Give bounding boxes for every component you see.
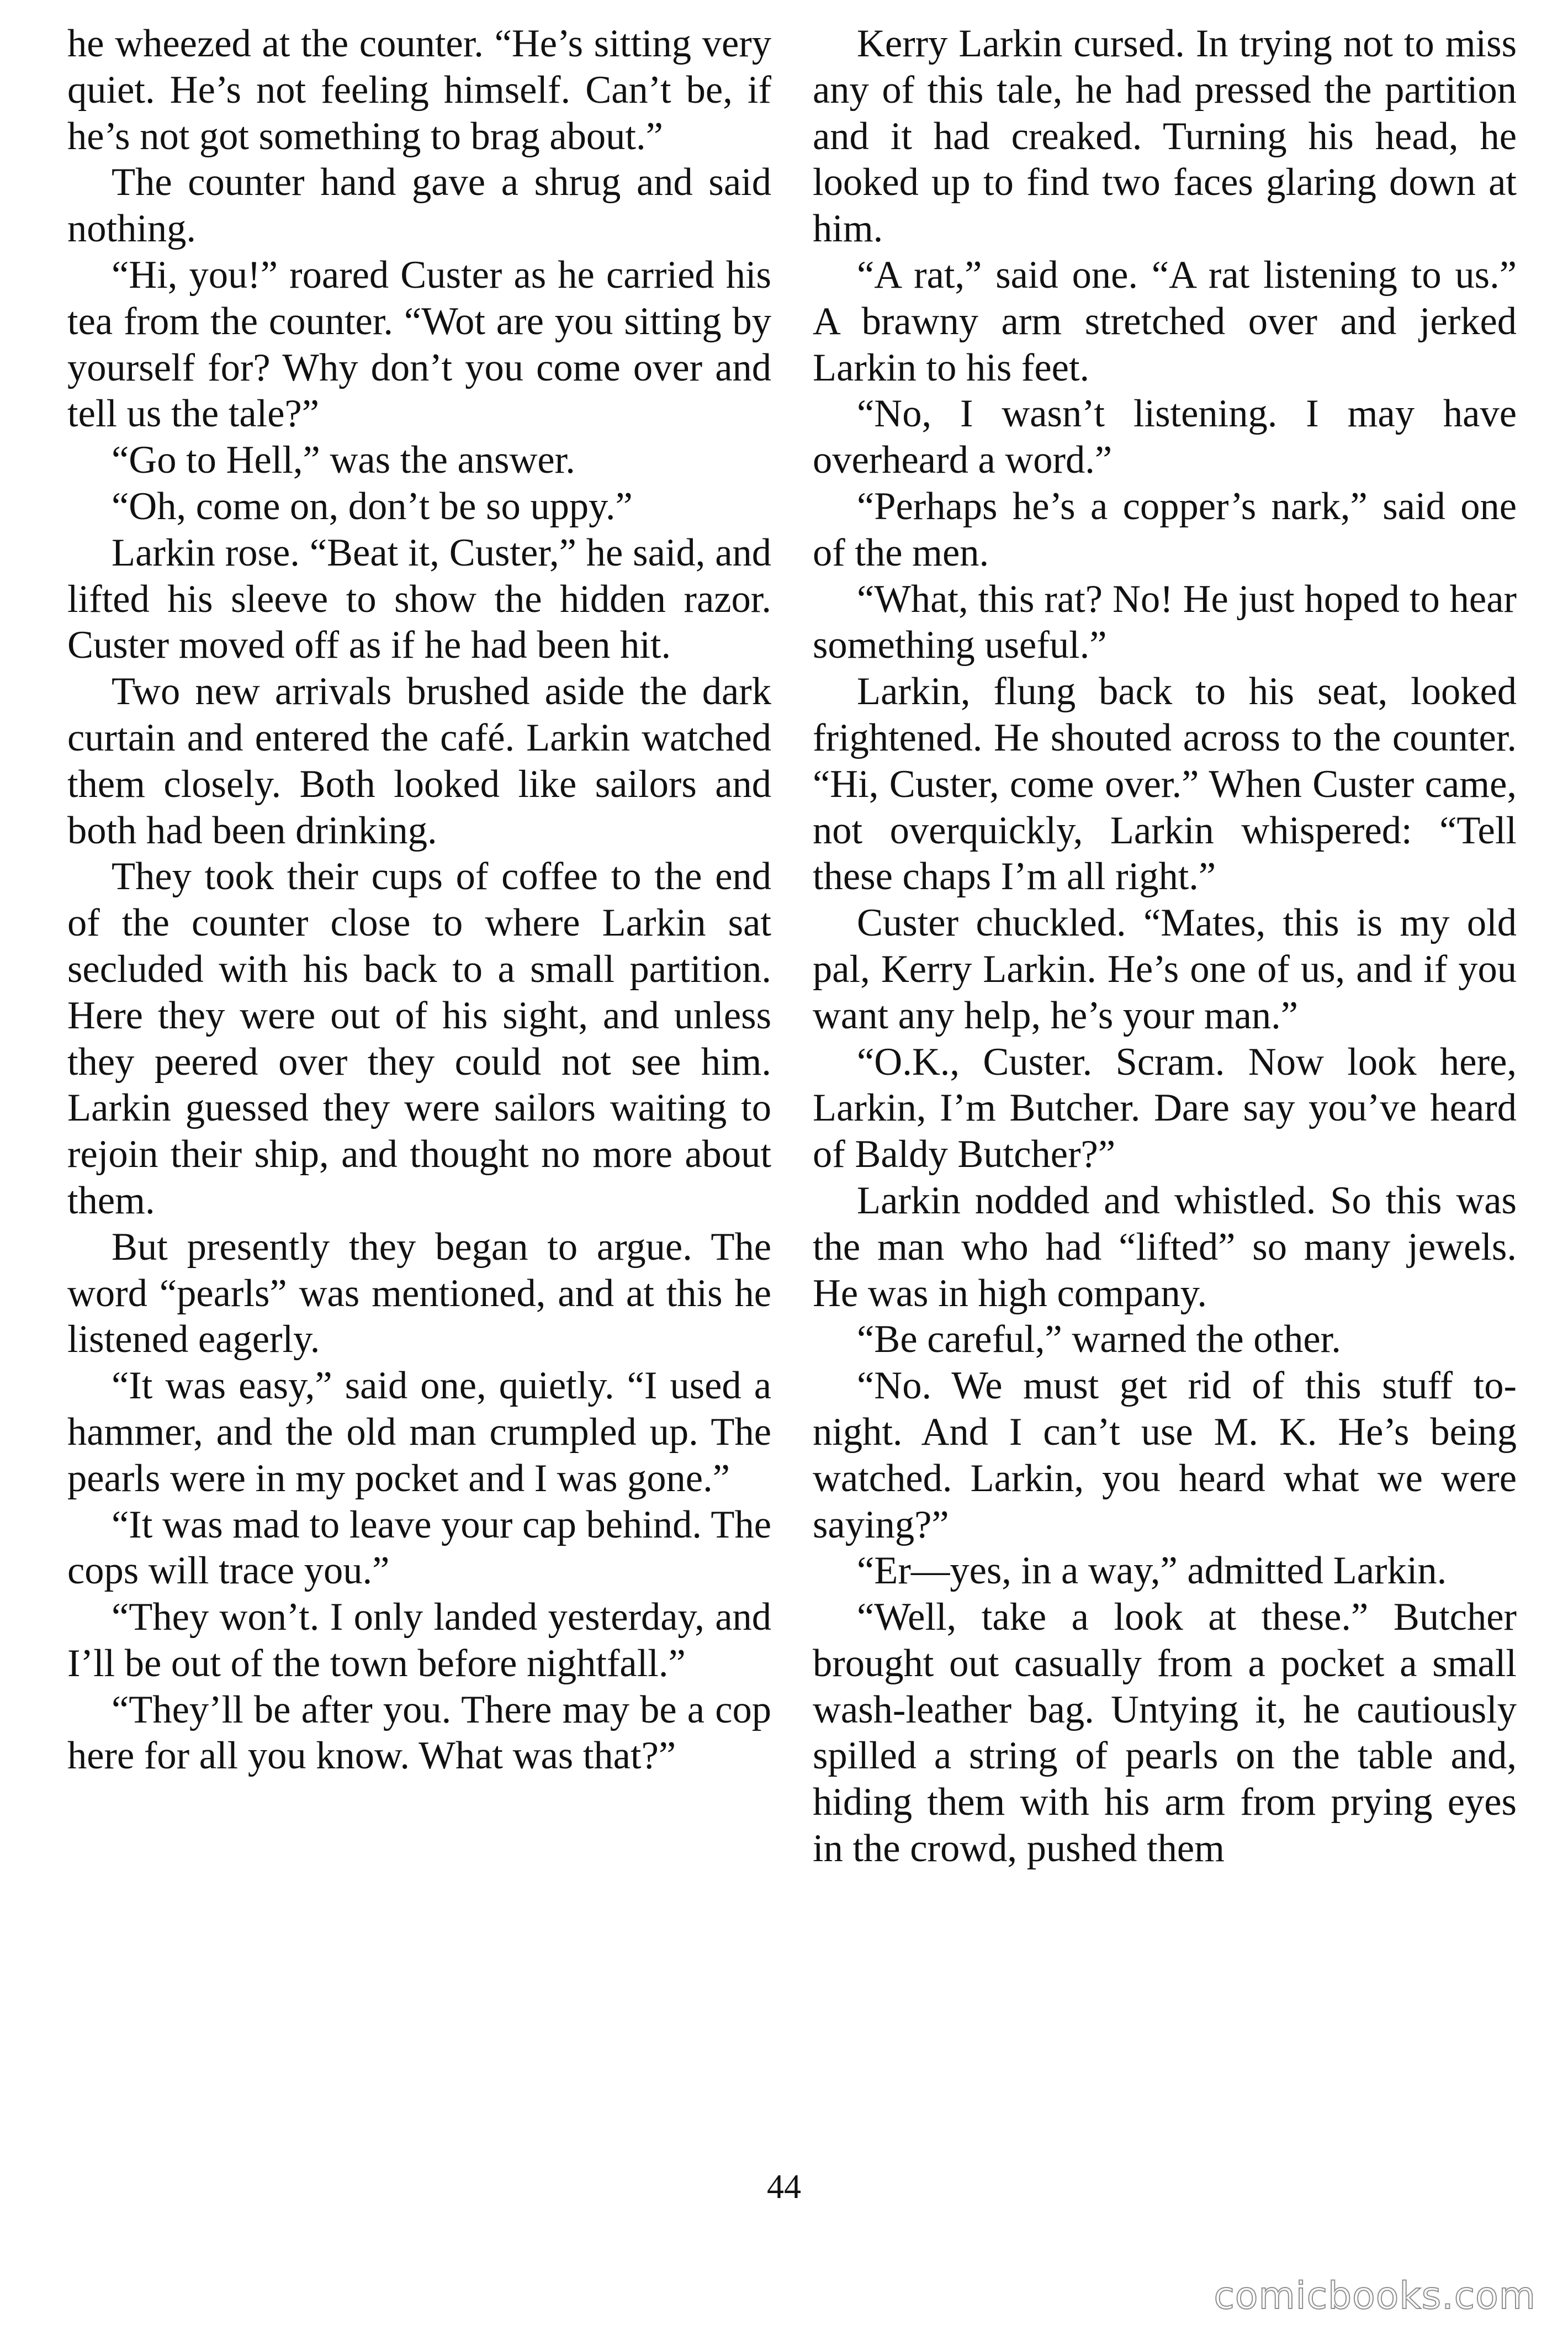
paragraph: “They’ll be after you. There may be a cop here for all you know. What was that?”	[67, 1688, 771, 1778]
watermark: comicbooks.com	[1214, 2274, 1536, 2318]
paragraph: “Hi, you!” roared Custer as he carried his tea from the counter. “Wot are you sitting by yourself for? Why don’t you come over and tell us the tale?”	[67, 253, 771, 436]
paragraph: “Be careful,” warned the other.	[857, 1318, 1341, 1361]
page-number: 44	[767, 2168, 801, 2206]
paragraph: “Er—yes, in a way,” admitted Larkin.	[857, 1549, 1447, 1593]
paragraph: “Oh, come on, don’t be so uppy.”	[112, 484, 633, 528]
paragraph: “They won’t. I only landed yesterday, and I’ll be out of the town before nightfall.”	[67, 1596, 771, 1685]
paragraph: “Well, take a look at these.” Butcher brought out casually from a pocket a small wash-leather bag. Untying it, he cautiously spilled a string of pearls on the table and, hiding them with his arm from prying eyes in the crowd, pushed them	[813, 1596, 1517, 1871]
paragraph: Two new arrivals brushed aside the dark curtain and entered the café. Larkin watched them closely. Both looked like sailors and both had been drinking.	[67, 670, 771, 852]
paragraph: Larkin nodded and whistled. So this was the man who had “lifted” so many jewels. He was in high company.	[813, 1179, 1517, 1315]
paragraph: “O.K., Custer. Scram. Now look here, Larkin, I’m Butcher. Dare say you’ve heard of Baldy Butcher?”	[813, 1040, 1517, 1176]
paragraph: “Go to Hell,” was the answer.	[112, 439, 575, 482]
right-text-column	[813, 21, 1517, 1872]
paragraph: Larkin, flung back to his seat, looked frightened. He shouted across to the counter. “Hi, Custer, come over.” When Custer came, not overquickly, Larkin whispered: “Tell these chaps I’m all right.”	[813, 670, 1517, 899]
paragraph: They took their cups of coffee to the end of the counter close to where Larkin sat secluded with his back to a small partition. Here they were out of his sight, and unless they peered over they could not see him. Larkin guessed they were sailors waiting to rejoin their ship, and thought no more about them.	[67, 855, 771, 1222]
paragraph: he wheezed at the counter. “He’s sitting very quiet. He’s not feeling himself. Can’t be, if he’s not got something to brag about.”	[67, 22, 771, 158]
paragraph: “No, I wasn’t listening. I may have overheard a word.”	[813, 392, 1517, 482]
paragraph: “It was mad to leave your cap behind. The cops will trace you.”	[67, 1503, 771, 1593]
paragraph: The counter hand gave a shrug and said nothing.	[67, 161, 771, 251]
paragraph: “A rat,” said one. “A rat listening to us.” A brawny arm stretched over and jerked Larkin to his feet.	[813, 253, 1517, 389]
paragraph: “It was easy,” said one, quietly. “I used a hammer, and the old man crumpled up. The pearls were in my pocket and I was gone.”	[67, 1364, 771, 1500]
paragraph: But presently they began to argue. The word “pearls” was mentioned, and at this he listened eagerly.	[67, 1225, 771, 1361]
paragraph: Custer chuckled. “Mates, this is my old pal, Kerry Larkin. He’s one of us, and if you want any help, he’s your man.”	[813, 901, 1517, 1037]
paragraph: “No. We must get rid of this stuff to-night. And I can’t use M. K. He’s being watched. Larkin, you heard what we were saying?”	[813, 1364, 1517, 1546]
paragraph: “Perhaps he’s a copper’s nark,” said one of the men.	[813, 484, 1517, 574]
left-text-column	[67, 21, 771, 1779]
paragraph: Kerry Larkin cursed. In trying not to miss any of this tale, he had pressed the partition and it had creaked. Turning his head, he looked up to find two faces glaring down at him.	[813, 22, 1517, 251]
paragraph: “What, this rat? No! He just hoped to hear something useful.”	[813, 577, 1517, 667]
paragraph: Larkin rose. “Beat it, Custer,” he said, and lifted his sleeve to show the hidden razor. Custer moved off as if he had been hit.	[67, 531, 771, 667]
